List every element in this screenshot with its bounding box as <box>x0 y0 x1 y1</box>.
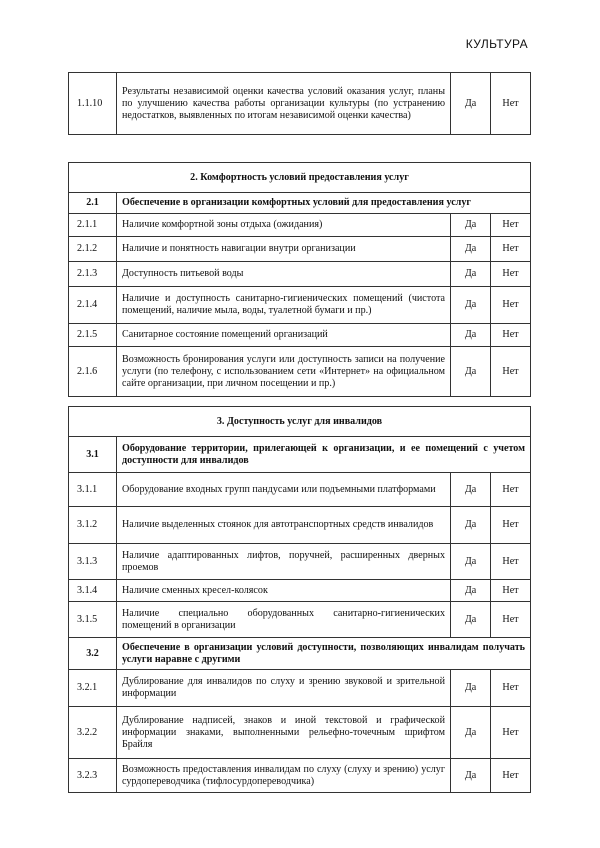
answer-yes: Да <box>451 287 491 324</box>
answer-yes: Да <box>451 580 491 602</box>
row-number: 2.1.3 <box>69 262 117 287</box>
row-text: Оборудование входных групп пандусами или подъемными платформами <box>117 473 451 507</box>
answer-yes: Да <box>451 214 491 237</box>
subsection-number: 3.1 <box>69 437 117 473</box>
row-text: Наличие и доступность санитарно-гигиенических помещений (чистота помещений, наличие мыла, воды, туалетной бумаги и пр.) <box>117 287 451 324</box>
row-number: 2.1.6 <box>69 347 117 397</box>
row-text: Дублирование надписей, знаков и иной текстовой и графической информации знаками, выполненными рельефно-точечным шрифтом Брайля <box>117 707 451 759</box>
answer-yes: Да <box>451 324 491 347</box>
table-row <box>69 73 531 135</box>
table-row <box>69 670 531 707</box>
row-text: Наличие сменных кресел-колясок <box>117 580 451 602</box>
row-text: Наличие адаптированных лифтов, поручней, расширенных дверных проемов <box>117 544 451 580</box>
answer-no: Нет <box>491 707 531 759</box>
answer-no: Нет <box>491 580 531 602</box>
table-row <box>69 237 531 262</box>
answer-no: Нет <box>491 507 531 544</box>
answer-no: Нет <box>491 262 531 287</box>
subsection-row <box>69 638 531 670</box>
subsection-title: Обеспечение в организации комфортных условий для предоставления услуг <box>117 193 531 214</box>
section-heading-row <box>69 163 531 193</box>
row-number: 3.1.2 <box>69 507 117 544</box>
answer-no: Нет <box>491 759 531 793</box>
answer-no: Нет <box>491 324 531 347</box>
row-number: 2.1.4 <box>69 287 117 324</box>
answer-yes: Да <box>451 759 491 793</box>
criteria-table-section-3 <box>68 406 531 793</box>
row-text: Дублирование для инвалидов по слуху и зрению звуковой и зрительной информации <box>117 670 451 707</box>
answer-yes: Да <box>451 73 491 135</box>
row-number: 3.1.5 <box>69 602 117 638</box>
table-row <box>69 214 531 237</box>
answer-yes: Да <box>451 544 491 580</box>
answer-yes: Да <box>451 262 491 287</box>
answer-no: Нет <box>491 347 531 397</box>
row-text: Доступность питьевой воды <box>117 262 451 287</box>
table-row <box>69 602 531 638</box>
row-number: 2.1.5 <box>69 324 117 347</box>
row-text: Наличие комфортной зоны отдыха (ожидания) <box>117 214 451 237</box>
answer-no: Нет <box>491 237 531 262</box>
answer-yes: Да <box>451 707 491 759</box>
subsection-row <box>69 193 531 214</box>
row-text: Наличие выделенных стоянок для автотранспортных средств инвалидов <box>117 507 451 544</box>
answer-no: Нет <box>491 73 531 135</box>
table-row <box>69 347 531 397</box>
table-row <box>69 473 531 507</box>
table-row <box>69 707 531 759</box>
table-row <box>69 262 531 287</box>
criteria-table-section-2 <box>68 162 531 397</box>
table-row <box>69 580 531 602</box>
row-number: 3.1.3 <box>69 544 117 580</box>
subsection-row <box>69 437 531 473</box>
subsection-title: Оборудование территории, прилегающей к организации, и ее помещений с учетом доступности для инвалидов <box>117 437 531 473</box>
page-header-title: КУЛЬТУРА <box>465 37 528 51</box>
row-number: 1.1.10 <box>69 73 117 135</box>
answer-yes: Да <box>451 670 491 707</box>
answer-no: Нет <box>491 670 531 707</box>
answer-no: Нет <box>491 473 531 507</box>
row-number: 2.1.1 <box>69 214 117 237</box>
table-row <box>69 324 531 347</box>
table-row <box>69 544 531 580</box>
answer-yes: Да <box>451 473 491 507</box>
table-row <box>69 507 531 544</box>
row-text: Возможность предоставления инвалидам по слуху (слуху и зрению) услуг сурдопереводчика (тифлосурдопереводчика) <box>117 759 451 793</box>
row-text: Результаты независимой оценки качества условий оказания услуг, планы по улучшению качества работы организации культуры (по устранению недостатков, выявленных по итогам независимой оценки качества) <box>117 73 451 135</box>
answer-no: Нет <box>491 602 531 638</box>
answer-no: Нет <box>491 287 531 324</box>
answer-yes: Да <box>451 507 491 544</box>
section-heading-row <box>69 407 531 437</box>
row-text: Возможность бронирования услуги или доступность записи на получение услуги (по телефону, с использованием сети «Интернет» на официальном сайте организации, при личном посещении и пр.) <box>117 347 451 397</box>
answer-yes: Да <box>451 347 491 397</box>
section-title: 3. Доступность услуг для инвалидов <box>69 407 531 437</box>
table-row <box>69 759 531 793</box>
row-number: 3.2.2 <box>69 707 117 759</box>
row-number: 2.1.2 <box>69 237 117 262</box>
answer-yes: Да <box>451 602 491 638</box>
row-number: 3.1.4 <box>69 580 117 602</box>
section-title: 2. Комфортность условий предоставления услуг <box>69 163 531 193</box>
answer-yes: Да <box>451 237 491 262</box>
subsection-number: 2.1 <box>69 193 117 214</box>
subsection-number: 3.2 <box>69 638 117 670</box>
subsection-title: Обеспечение в организации условий доступности, позволяющих инвалидам получать услуги наравне с другими <box>117 638 531 670</box>
row-number: 3.1.1 <box>69 473 117 507</box>
table-row <box>69 287 531 324</box>
criteria-table-1-1 <box>68 72 531 135</box>
answer-no: Нет <box>491 214 531 237</box>
row-text: Наличие и понятность навигации внутри организации <box>117 237 451 262</box>
row-text: Наличие специально оборудованных санитарно-гигиенических помещений в организации <box>117 602 451 638</box>
row-number: 3.2.1 <box>69 670 117 707</box>
row-text: Санитарное состояние помещений организаций <box>117 324 451 347</box>
row-number: 3.2.3 <box>69 759 117 793</box>
answer-no: Нет <box>491 544 531 580</box>
